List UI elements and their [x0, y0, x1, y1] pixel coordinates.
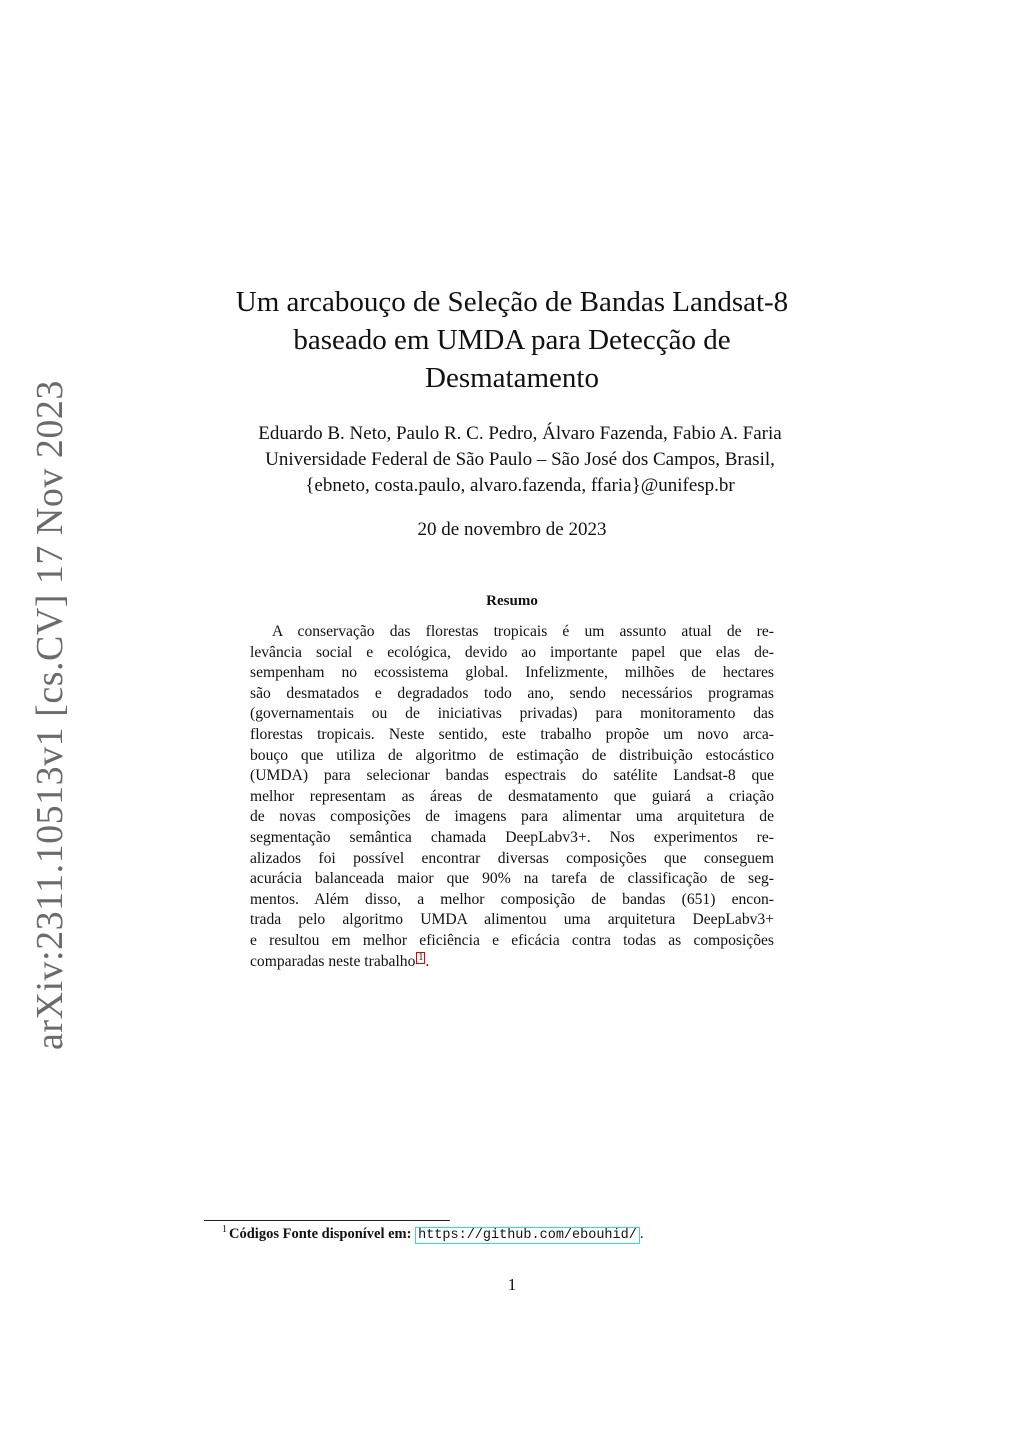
abstract-line: (UMDA) para selecionar bandas espectrais do satélite Landsat-8 que — [250, 767, 774, 785]
abstract-line: são desmatados e degradados todo ano, sendo necessários programas — [250, 684, 774, 702]
abstract-line: florestas tropicais. Neste sentido, este trabalho propõe um novo arca- — [250, 725, 774, 743]
source-code-link[interactable]: https://github.com/ebouhid/ — [415, 1227, 640, 1244]
publication-date: 20 de novembro de 2023 — [417, 519, 607, 540]
title-line: Um arcabouço de Seleção de Bandas Landsat-8 — [235, 286, 789, 318]
abstract-line: de novas composições de imagens para alimentar uma arquitetura de — [250, 808, 774, 826]
paper-title — [160, 283, 864, 397]
footnote-divider — [204, 1220, 450, 1221]
abstract-heading: Resumo — [486, 593, 538, 609]
footnote-reference-link[interactable]: 1 — [418, 951, 424, 963]
abstract-line: segmentação semântica chamada DeepLabv3+. Nos experimentos re- — [250, 828, 774, 846]
abstract-line: trada pelo algoritmo UMDA alimentou uma arquitetura DeepLabv3+ — [250, 911, 774, 929]
abstract-last-line — [250, 952, 774, 973]
abstract-body — [250, 622, 774, 972]
footnote-end-period: . — [639, 1226, 644, 1242]
abstract-line: alizados foi possível encontrar diversas composições que conseguem — [250, 849, 774, 867]
footnote-mark: 1 — [222, 1224, 227, 1236]
abstract-line: acurácia balanceada maior que 90% na tarefa de classificação de seg- — [250, 870, 774, 888]
abstract-line: melhor representam as áreas de desmatamento que guiará a criação — [250, 787, 774, 805]
author-names: Eduardo B. Neto, Paulo R. C. Pedro, Álvaro Fazenda, Fabio A. Faria — [258, 423, 782, 444]
arxiv-identifier: arXiv:2311.10513v1 [cs.CV] 17 Nov 2023 — [29, 380, 71, 1050]
title-line: baseado em UMDA para Detecção de — [293, 324, 731, 356]
page-number: 1 — [507, 1275, 517, 1294]
author-block — [120, 421, 920, 499]
title-line: Desmatamento — [425, 362, 599, 394]
footnote — [222, 1224, 643, 1246]
author-emails: {ebneto, costa.paulo, alvaro.fazenda, ffaria}@unifesp.br — [305, 475, 735, 496]
abstract-end-period: . — [425, 952, 430, 970]
abstract-line: sempenham no ecossistema global. Infelizmente, milhões de hectares — [250, 664, 774, 682]
abstract-line: mentos. Além disso, a melhor composição de bandas (651) encon- — [250, 890, 774, 908]
abstract-line: levância social e ecológica, devido ao importante papel que elas de- — [250, 643, 774, 661]
abstract-line: (governamentais ou de iniciativas privadas) para monitoramento das — [250, 705, 774, 723]
abstract-line: bouço que utiliza de algoritmo de estimação de distribuição estocástico — [250, 746, 774, 764]
abstract-line-text: comparadas neste trabalho — [250, 952, 416, 970]
footnote-label: Códigos Fonte disponível em: — [229, 1226, 412, 1242]
abstract-line: e resultou em melhor eficiência e eficácia contra todas as composições — [250, 931, 774, 949]
affiliation: Universidade Federal de São Paulo – São José dos Campos, Brasil, — [265, 449, 775, 470]
abstract-line: A conservação das florestas tropicais é um assunto atual de re- — [272, 623, 774, 640]
